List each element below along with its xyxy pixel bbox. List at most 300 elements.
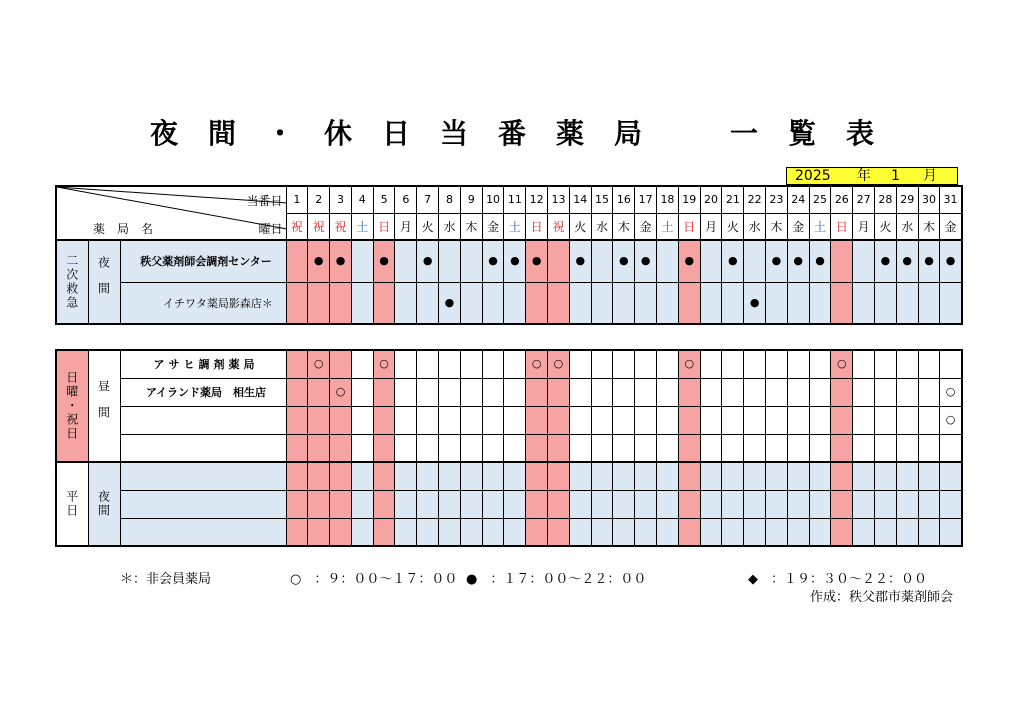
day-number: 26: [831, 186, 853, 213]
pharmacy-name: [120, 462, 286, 490]
legend-open-circle: ○ ：９：００～１７：００: [290, 572, 458, 587]
day-cell: [351, 518, 373, 546]
day-cell: [744, 490, 766, 518]
day-cell: [460, 282, 482, 324]
duty-day-label: 当番日: [246, 194, 283, 208]
day-cell: [526, 462, 548, 490]
day-cell: [678, 462, 700, 490]
day-cell: [504, 378, 526, 406]
day-cell: [569, 282, 591, 324]
day-cell: [613, 518, 635, 546]
day-number: 7: [417, 186, 439, 213]
day-cell: [918, 434, 940, 462]
holiday-weekday-table: [55, 349, 963, 547]
day-cell: ●: [766, 240, 788, 282]
day-cell: [940, 434, 962, 462]
weekday-cell: 水: [591, 213, 613, 240]
day-number: 2: [308, 186, 330, 213]
day-cell: [417, 490, 439, 518]
weekday-cell: 木: [766, 213, 788, 240]
day-cell: [657, 350, 679, 378]
day-cell: [809, 378, 831, 406]
day-cell: [591, 282, 613, 324]
title-char: 間: [207, 117, 236, 150]
day-cell: [308, 406, 330, 434]
day-cell: [853, 282, 875, 324]
day-cell: [548, 406, 570, 434]
day-number: 24: [787, 186, 809, 213]
day-number: 11: [504, 186, 526, 213]
weekday-cell: 月: [700, 213, 722, 240]
day-cell: [678, 282, 700, 324]
day-number: 18: [657, 186, 679, 213]
day-cell: [330, 490, 352, 518]
day-cell: [591, 518, 613, 546]
title-char: 局: [613, 117, 642, 150]
day-cell: ○: [940, 406, 962, 434]
day-cell: [831, 282, 853, 324]
day-cell: [395, 240, 417, 282]
title-char: 薬: [555, 117, 584, 150]
day-cell: [809, 350, 831, 378]
day-cell: [286, 490, 308, 518]
day-cell: [700, 490, 722, 518]
day-cell: [460, 378, 482, 406]
day-cell: [940, 350, 962, 378]
day-cell: [809, 518, 831, 546]
day-cell: [896, 434, 918, 462]
page-title: [0, 112, 1024, 152]
day-cell: [330, 282, 352, 324]
day-number: 12: [526, 186, 548, 213]
day-cell: [853, 462, 875, 490]
pharmacy-name: [120, 518, 286, 546]
day-cell: [548, 378, 570, 406]
day-cell: [613, 282, 635, 324]
day-cell: [787, 282, 809, 324]
month-value: 1: [891, 168, 900, 184]
day-cell: [330, 406, 352, 434]
day-cell: [831, 490, 853, 518]
day-cell: [548, 240, 570, 282]
day-cell: [875, 490, 897, 518]
day-cell: [896, 490, 918, 518]
day-cell: [657, 434, 679, 462]
day-cell: [308, 518, 330, 546]
day-cell: [373, 518, 395, 546]
day-cell: [918, 378, 940, 406]
day-cell: [308, 490, 330, 518]
day-cell: [831, 378, 853, 406]
day-cell: [875, 378, 897, 406]
day-cell: [657, 518, 679, 546]
title-char: 番: [497, 117, 526, 150]
day-cell: [635, 378, 657, 406]
day-cell: [613, 490, 635, 518]
weekday-cell: 水: [744, 213, 766, 240]
day-cell: [875, 406, 897, 434]
day-cell: [766, 378, 788, 406]
day-cell: [591, 406, 613, 434]
day-cell: [700, 462, 722, 490]
weekday-cell: 土: [351, 213, 373, 240]
day-cell: [787, 434, 809, 462]
pharmacy-name: [120, 490, 286, 518]
time-label: 夜間: [96, 256, 111, 308]
weekday-cell: 火: [875, 213, 897, 240]
day-cell: [744, 378, 766, 406]
legend-non-member: ＊：非会員薬局: [120, 572, 212, 587]
day-cell: ●: [635, 240, 657, 282]
title-char: 休: [323, 117, 352, 150]
day-number: 22: [744, 186, 766, 213]
day-cell: [896, 406, 918, 434]
day-cell: [722, 490, 744, 518]
day-cell: [395, 282, 417, 324]
weekday-cell: 木: [460, 213, 482, 240]
day-cell: [504, 518, 526, 546]
title-char: 一: [729, 117, 758, 150]
day-cell: [809, 490, 831, 518]
weekday-cell: 木: [613, 213, 635, 240]
day-cell: [875, 350, 897, 378]
day-cell: ●: [940, 240, 962, 282]
title-char: 日: [381, 117, 410, 150]
day-cell: [569, 490, 591, 518]
day-cell: [875, 434, 897, 462]
day-cell: [504, 350, 526, 378]
month-box: [786, 167, 958, 185]
day-cell: [373, 490, 395, 518]
day-cell: [613, 462, 635, 490]
day-cell: ●: [918, 240, 940, 282]
day-cell: [330, 518, 352, 546]
day-cell: [678, 434, 700, 462]
day-cell: [395, 462, 417, 490]
day-cell: [526, 434, 548, 462]
day-cell: [482, 462, 504, 490]
day-cell: [700, 350, 722, 378]
day-cell: [722, 434, 744, 462]
day-cell: [722, 282, 744, 324]
day-cell: ●: [330, 240, 352, 282]
weekday-cell: 金: [482, 213, 504, 240]
day-cell: [766, 462, 788, 490]
day-number: 13: [548, 186, 570, 213]
day-cell: ●: [308, 240, 330, 282]
night-time-label: [88, 240, 120, 324]
day-cell: [439, 240, 461, 282]
day-cell: [286, 282, 308, 324]
day-cell: [896, 350, 918, 378]
day-cell: [853, 518, 875, 546]
weekday-cell: 火: [722, 213, 744, 240]
day-cell: [678, 490, 700, 518]
day-cell: ○: [940, 378, 962, 406]
day-cell: [351, 462, 373, 490]
day-cell: [853, 406, 875, 434]
day-cell: [439, 434, 461, 462]
day-cell: [417, 350, 439, 378]
day-cell: ●: [526, 240, 548, 282]
day-cell: [548, 490, 570, 518]
pharmacy-name-label: 薬 局 名: [93, 222, 154, 236]
day-cell: [875, 518, 897, 546]
weekday-cell: 月: [395, 213, 417, 240]
day-number: 21: [722, 186, 744, 213]
day-cell: [853, 434, 875, 462]
day-cell: [700, 282, 722, 324]
day-cell: [853, 350, 875, 378]
day-cell: [439, 350, 461, 378]
day-number: 20: [700, 186, 722, 213]
day-cell: [417, 406, 439, 434]
day-cell: ○: [678, 350, 700, 378]
day-cell: ●: [504, 240, 526, 282]
day-cell: [482, 490, 504, 518]
day-cell: [700, 406, 722, 434]
day-cell: [395, 434, 417, 462]
group-label: 二次救急: [64, 254, 79, 310]
day-cell: [395, 378, 417, 406]
weekday-label: 曜日: [258, 222, 283, 236]
day-cell: [875, 282, 897, 324]
day-cell: [722, 378, 744, 406]
day-cell: [482, 378, 504, 406]
day-cell: ●: [744, 282, 766, 324]
weekday-cell: 月: [853, 213, 875, 240]
day-cell: [591, 240, 613, 282]
day-cell: [853, 378, 875, 406]
day-cell: [787, 378, 809, 406]
day-number: 16: [613, 186, 635, 213]
day-cell: [744, 406, 766, 434]
time-label: 昼間: [96, 380, 111, 432]
day-cell: [787, 406, 809, 434]
day-cell: [809, 462, 831, 490]
day-cell: ●: [896, 240, 918, 282]
day-cell: ●: [678, 240, 700, 282]
day-cell: [330, 462, 352, 490]
day-cell: [700, 240, 722, 282]
day-number: 14: [569, 186, 591, 213]
day-cell: [482, 434, 504, 462]
day-cell: [417, 462, 439, 490]
day-cell: [286, 434, 308, 462]
weekday-cell: 日: [373, 213, 395, 240]
day-cell: [678, 378, 700, 406]
day-cell: [635, 518, 657, 546]
day-cell: [526, 518, 548, 546]
day-cell: ●: [613, 240, 635, 282]
day-number: 27: [853, 186, 875, 213]
day-cell: [940, 462, 962, 490]
day-cell: [460, 490, 482, 518]
day-cell: [460, 240, 482, 282]
weekday-cell: 祝: [286, 213, 308, 240]
day-cell: [809, 282, 831, 324]
weekday-cell: 金: [635, 213, 657, 240]
day-cell: [613, 434, 635, 462]
day-cell: [940, 490, 962, 518]
day-cell: [657, 490, 679, 518]
day-cell: [853, 490, 875, 518]
day-cell: [591, 490, 613, 518]
day-cell: [439, 518, 461, 546]
header-diagonal-cell: [56, 186, 286, 240]
day-cell: [591, 350, 613, 378]
day-cell: [417, 378, 439, 406]
title-char: 覧: [787, 117, 816, 150]
day-cell: [744, 350, 766, 378]
day-cell: [308, 378, 330, 406]
day-cell: [918, 462, 940, 490]
day-cell: [439, 378, 461, 406]
day-cell: ○: [373, 350, 395, 378]
day-number: 1: [286, 186, 308, 213]
day-cell: [635, 406, 657, 434]
day-cell: ●: [439, 282, 461, 324]
day-cell: [373, 282, 395, 324]
day-number: 4: [351, 186, 373, 213]
day-cell: [700, 518, 722, 546]
night-time-label: [88, 462, 120, 546]
day-number: 9: [460, 186, 482, 213]
year-value: 2025: [795, 168, 831, 184]
time-label: 夜間: [96, 490, 111, 518]
day-cell: [308, 434, 330, 462]
weekday-cell: 水: [896, 213, 918, 240]
day-cell: [700, 378, 722, 406]
day-cell: [351, 490, 373, 518]
day-cell: [722, 518, 744, 546]
day-cell: [526, 490, 548, 518]
day-cell: ●: [569, 240, 591, 282]
pharmacy-name: [120, 434, 286, 462]
day-cell: [940, 518, 962, 546]
day-cell: [744, 462, 766, 490]
day-cell: [569, 406, 591, 434]
day-cell: [460, 350, 482, 378]
day-cell: [569, 434, 591, 462]
day-cell: ●: [482, 240, 504, 282]
day-cell: [766, 518, 788, 546]
pharmacy-name: アイランド薬局 相生店: [120, 378, 286, 406]
day-cell: [918, 490, 940, 518]
day-cell: ●: [722, 240, 744, 282]
day-cell: ○: [831, 350, 853, 378]
day-cell: [395, 490, 417, 518]
legend-author: 作成：秩父郡市薬剤師会: [810, 590, 954, 605]
day-cell: [417, 282, 439, 324]
day-cell: [504, 282, 526, 324]
day-number: 8: [439, 186, 461, 213]
day-cell: [657, 282, 679, 324]
day-number: 23: [766, 186, 788, 213]
day-cell: [766, 406, 788, 434]
day-cell: [613, 378, 635, 406]
day-cell: [286, 518, 308, 546]
title-char: ・: [265, 117, 294, 150]
day-cell: [635, 462, 657, 490]
day-cell: [417, 434, 439, 462]
day-cell: [330, 350, 352, 378]
day-cell: [787, 462, 809, 490]
secondary-emergency-group: [56, 240, 88, 324]
day-cell: [787, 490, 809, 518]
day-cell: [286, 378, 308, 406]
day-number: 10: [482, 186, 504, 213]
weekday-cell: 金: [940, 213, 962, 240]
day-number: 28: [875, 186, 897, 213]
day-cell: [787, 518, 809, 546]
day-number: 30: [918, 186, 940, 213]
day-cell: [766, 350, 788, 378]
group-label: 日曜・祝日: [64, 371, 79, 441]
day-cell: [286, 350, 308, 378]
day-cell: [569, 350, 591, 378]
day-cell: [504, 462, 526, 490]
day-number: 29: [896, 186, 918, 213]
day-cell: [482, 350, 504, 378]
day-cell: [722, 406, 744, 434]
legend-filled-circle: ● ：１７：００～２２：００: [466, 572, 647, 587]
day-cell: [504, 434, 526, 462]
day-number: 5: [373, 186, 395, 213]
day-cell: [766, 490, 788, 518]
year-suffix: 年: [857, 168, 871, 184]
weekday-cell: 火: [569, 213, 591, 240]
day-cell: [635, 490, 657, 518]
weekday-cell: 祝: [548, 213, 570, 240]
group-label: 平日: [64, 490, 79, 518]
day-cell: [286, 406, 308, 434]
weekday-cell: 祝: [330, 213, 352, 240]
day-cell: [766, 434, 788, 462]
weekday-cell: 日: [678, 213, 700, 240]
day-cell: [722, 462, 744, 490]
day-cell: [373, 434, 395, 462]
day-cell: [482, 282, 504, 324]
day-cell: [896, 378, 918, 406]
day-cell: [351, 406, 373, 434]
weekday-cell: 土: [657, 213, 679, 240]
pharmacy-name: アサヒ調剤薬局: [120, 350, 286, 378]
day-cell: [286, 240, 308, 282]
day-cell: [482, 518, 504, 546]
day-cell: ●: [373, 240, 395, 282]
day-cell: [548, 518, 570, 546]
day-cell: [831, 434, 853, 462]
day-cell: [591, 378, 613, 406]
day-cell: [395, 350, 417, 378]
pharmacy-name: [120, 406, 286, 434]
weekday-cell: 土: [809, 213, 831, 240]
weekday-group: [56, 462, 88, 546]
day-cell: ●: [787, 240, 809, 282]
day-cell: [657, 462, 679, 490]
day-number: 3: [330, 186, 352, 213]
day-cell: ●: [809, 240, 831, 282]
day-cell: [831, 462, 853, 490]
day-cell: [744, 240, 766, 282]
day-cell: [351, 240, 373, 282]
day-cell: [896, 462, 918, 490]
day-number: 31: [940, 186, 962, 213]
day-cell: ●: [875, 240, 897, 282]
day-cell: ●: [417, 240, 439, 282]
day-cell: [417, 518, 439, 546]
